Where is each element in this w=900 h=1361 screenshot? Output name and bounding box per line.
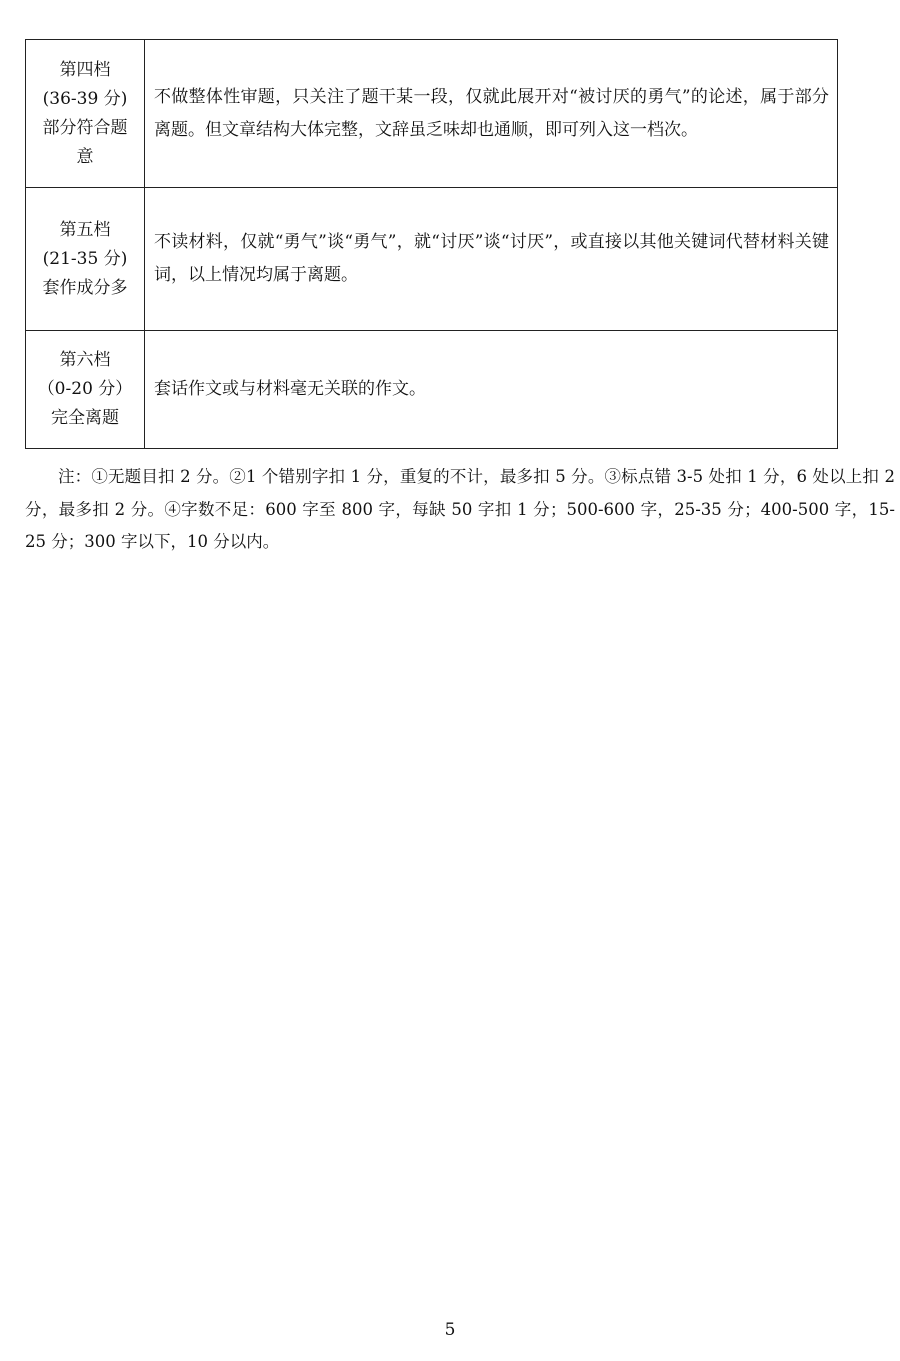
level-cell [26,331,145,449]
level-score-range: （0-20 分） [37,379,133,399]
level-score-range: (21-35 分) [42,248,128,269]
grading-criteria-table [25,39,838,449]
description-cell: 套话作文或与材料毫无关联的作文。 [145,331,838,449]
level-score-range: (36-39 分) [42,88,128,109]
table-row-level-4 [26,40,838,188]
deduction-notes: 注：①无题目扣 2 分。②1 个错别字扣 1 分，重复的不计，最多扣 5 分。③标点错 3-5 处扣 1 分，6 处以上扣 2 分，最多扣 2 分。④字数不足：600 字至 800 字，每缺 50 字扣 1 分；500-600 字，25-35 分；400-500 字，15-25 分；300 字以下，10 分以内。 [25,467,895,551]
level-category-line: 部分符合题 [42,117,128,138]
table-row-level-5 [26,188,838,331]
description-cell: 不读材料，仅就“勇气”谈“勇气”，就“讨厌”谈“讨厌”，或直接以其他关键词代替材料关键词，以上情况均属于离题。 [145,188,838,331]
level-category-line: 意 [76,146,94,167]
level-label-line: 第四档 [59,59,111,80]
table-row-level-6 [26,331,838,449]
level-category-line: 完全离题 [51,408,119,428]
level-cell [26,188,145,331]
level-label-line: 第六档 [59,350,111,370]
level-category-line: 套作成分多 [42,277,128,298]
page-number: 5 [444,1320,456,1340]
level-cell [26,40,145,188]
description-cell: 不做整体性审题，只关注了题干某一段，仅就此展开对“被讨厌的勇气”的论述，属于部分离题。但文章结构大体完整，文辞虽乏味却也通顺，即可列入这一档次。 [145,40,838,188]
level-label-line: 第五档 [59,219,111,240]
